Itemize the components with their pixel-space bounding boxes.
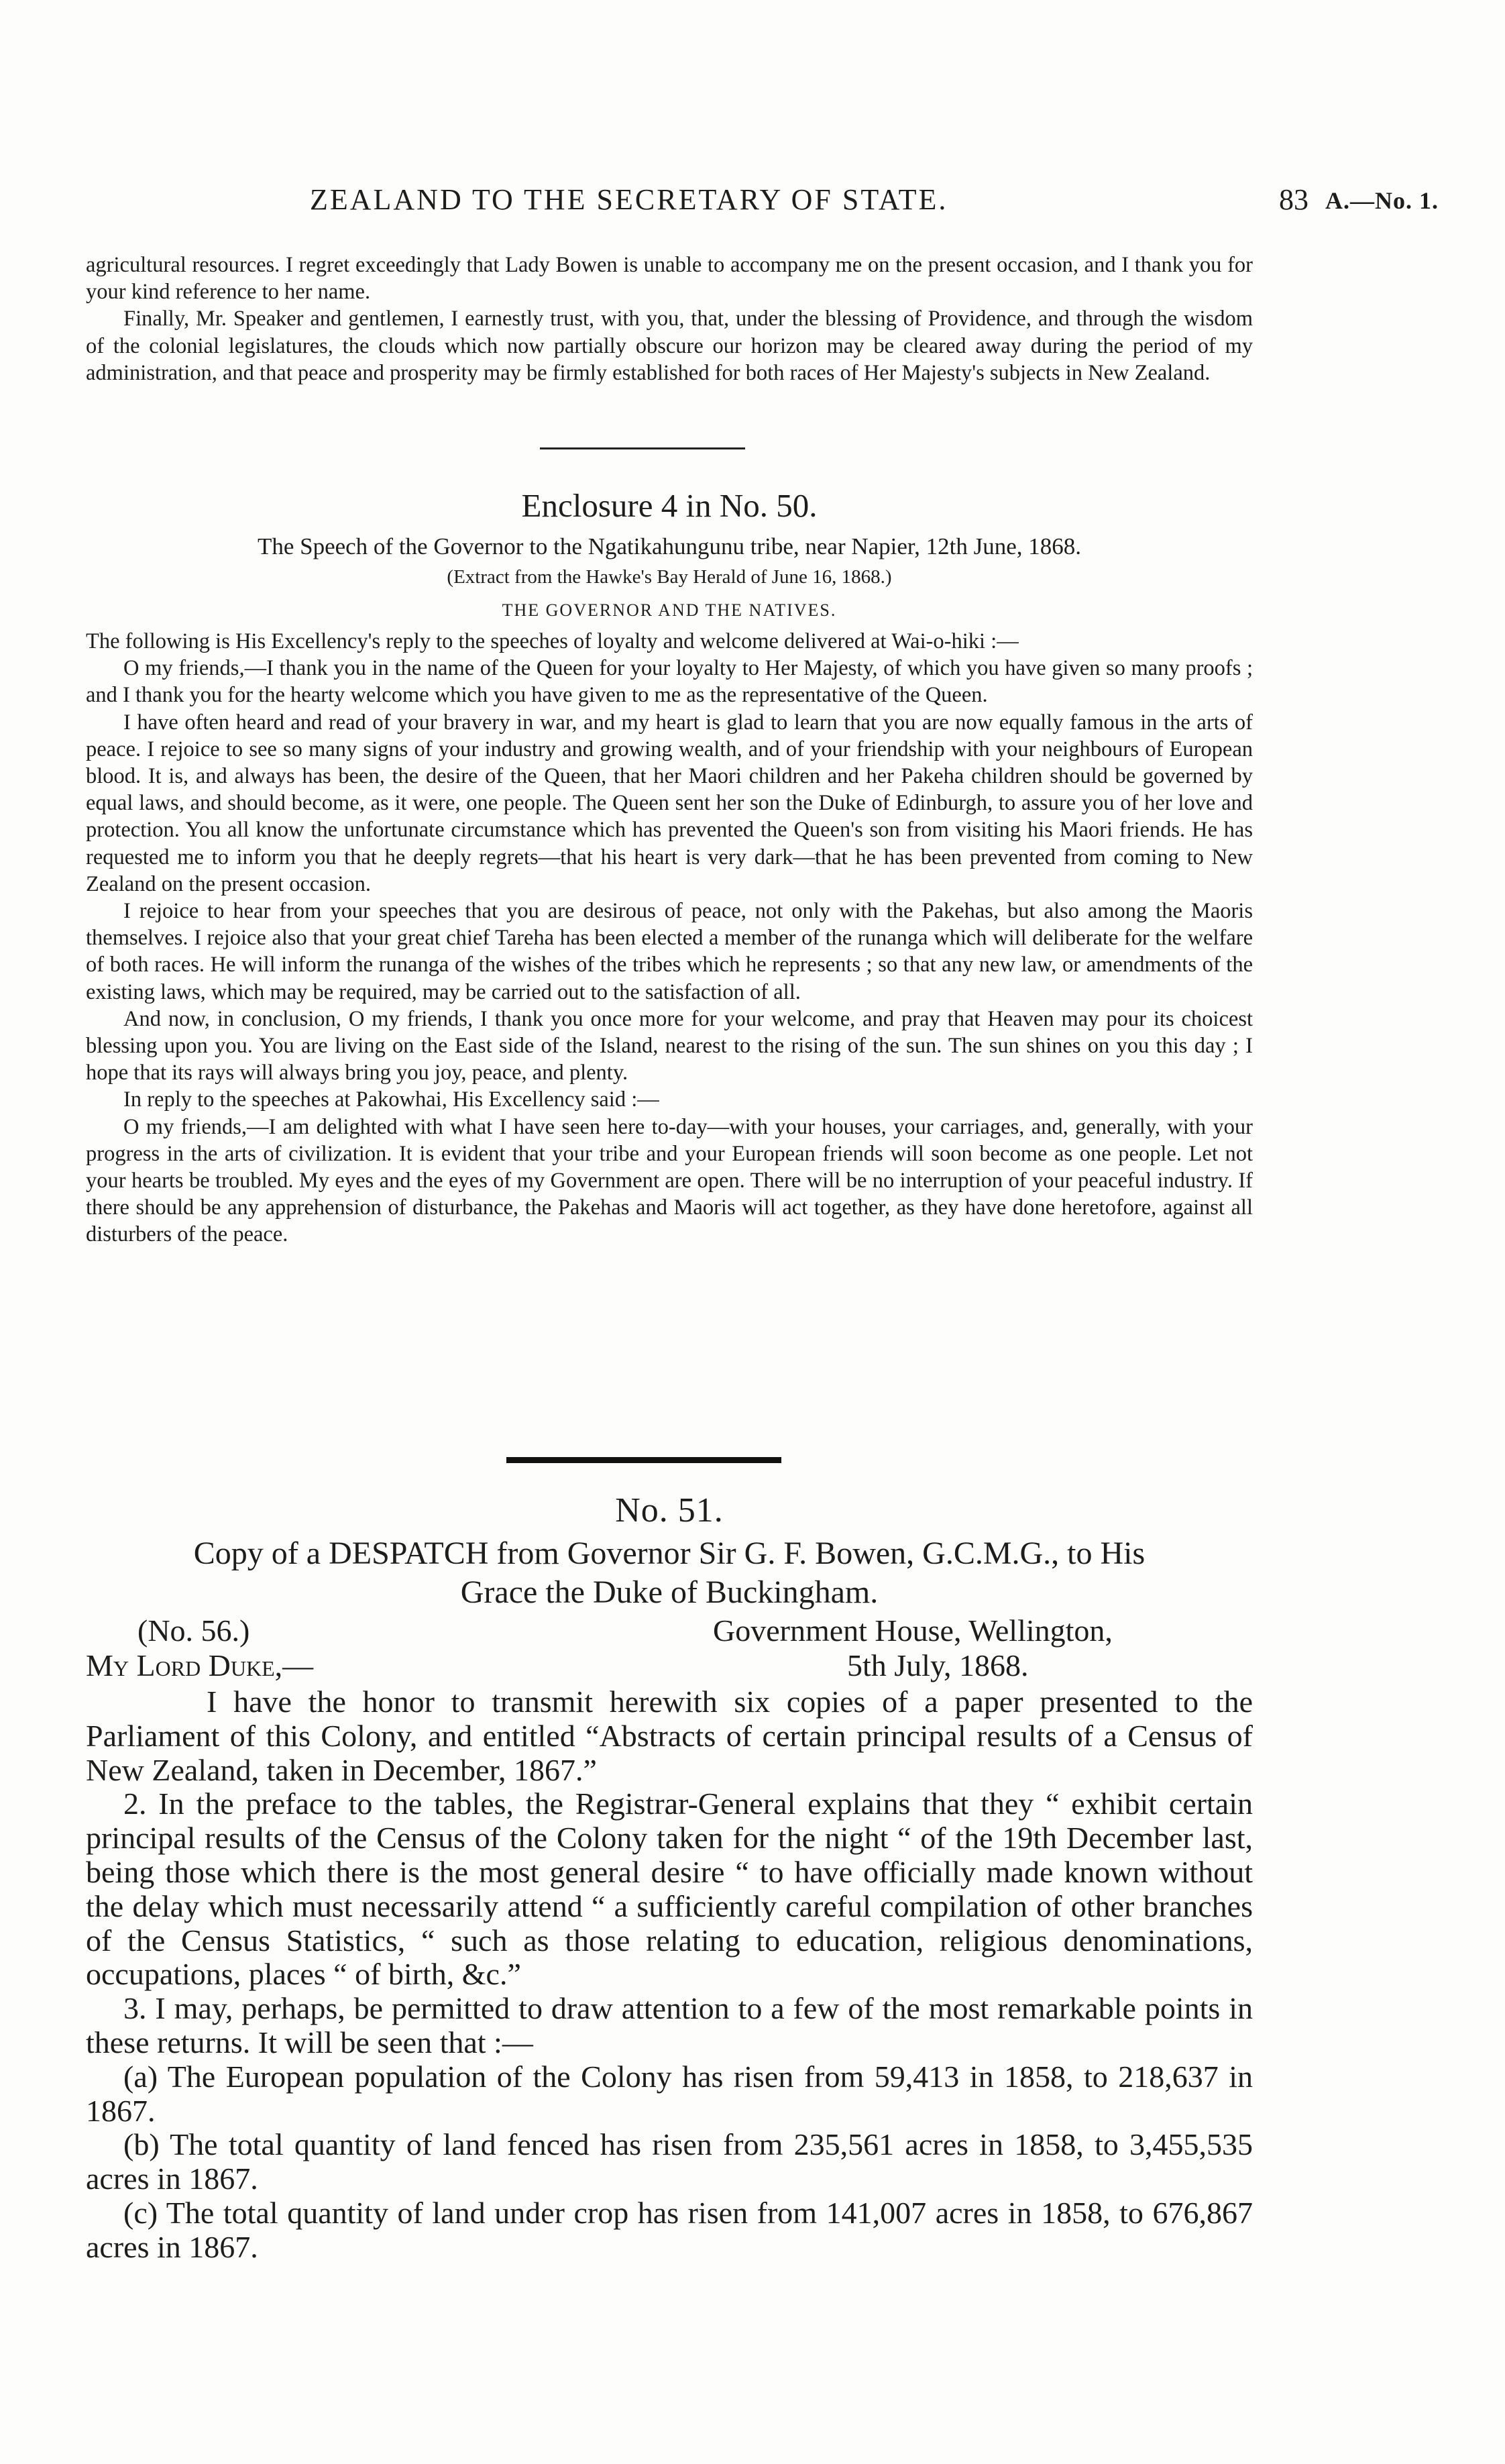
page-header [0,182,1505,223]
section-divider-heavy [506,1457,781,1463]
enclosure-heading: THE GOVERNOR AND THE NATIVES. [502,600,837,620]
enclosure-paragraph: O my friends,—I am delighted with what I have seen here to-day—with your houses, your carriages, and, generally, with your progress in the arts of civilization. It is evident that your tribe and your European friends will soon become as one people. Let not your hearts be troubled. My eyes and the eyes of my Government are open. There will be no interruption of your peaceful industry. If there should be any apprehension of disturbance, the Pakehas and Maoris will act together, as they have done heretofore, against all disturbers of the peace. [86,1114,1253,1247]
enclosure-extract-note: (Extract from the Hawke's Bay Herald of June 16, 1868.) [447,566,892,588]
despatch-number: No. 51. [615,1491,724,1530]
enclosure-body [86,628,1253,1248]
enclosure-paragraph: I have often heard and read of your bravery in war, and my heart is glad to learn that you are now equally famous in the arts of peace. I rejoice to see so many signs of your industry and growing wealth, and of your friendship with your neighbours of European blood. It is, and always has been, the desire of the Queen, that her Maori children and her Pakeha children should be governed by equal laws, and should become, as it were, one people. The Queen sent her son the Duke of Edinburgh, to assure you of her love and protection. You all know the unfortunate circumstance which has prevented the Queen's son from visiting his Maori friends. He has requested me to inform you that he deeply regrets—that his heart is very dark—that he has been prevented from coming to New Zealand on the present occasion. [86,710,1253,896]
despatch-paragraph: (b) The total quantity of land fenced has risen from 235,561 acres in 1858, to 3,455,535 acres in 1867. [86,2127,1253,2196]
despatch-paragraph: 2. In the preface to the tables, the Registrar-General explains that they “ exhibit certain principal results of the Census of the Colony taken for the night “ of the 19th December last, being those which there is the most general desire “ to have officially made known without the delay which must necessarily attend “ a sufficiently careful compilation of other branches of the Census Statistics, “ such as those relating to education, religious denominations, occupations, places “ of birth, &c.” [86,1786,1253,1992]
enclosure-subtitle: The Speech of the Governor to the Ngatikahungunu tribe, near Napier, 12th June, 1868. [257,533,1082,559]
despatch-title-line2: Grace the Duke of Buckingham. [460,1574,879,1610]
despatch-title-line1: Copy of a DESPATCH from Governor Sir G. F. Bowen, G.C.M.G., to His [193,1536,1146,1571]
enclosure-paragraph: I rejoice to hear from your speeches that you are desirous of peace, not only with the Pakehas, but also among the Maoris themselves. I rejoice also that your great chief Tareha has been elected a member of the runanga which will deliberate for the welfare of both races. He will inform the runanga of the wishes of the tribes which he represents ; so that any new law, or amendments of the existing laws, which may be required, may be carried out to the satisfaction of all. [86,899,1253,1004]
despatch-date: 5th July, 1868. [847,1648,1029,1682]
enclosure-paragraph: The following is His Excellency's reply to the speeches of loyalty and welcome delivered at Wai-o-hiki :— [86,629,1019,653]
despatch-reference-number: (No. 56.) [137,1613,250,1648]
enclosure-paragraph: And now, in conclusion, O my friends, I thank you once more for your welcome, and pray that Heaven may pour its choicest blessing upon you. You are living on the East side of the Island, nearest to the rising of the sun. The sun shines on you this day ; I hope that its rays will always bring you joy, peace, and plenty. [86,1006,1253,1085]
preamble-paragraph: Finally, Mr. Speaker and gentlemen, I earnestly trust, with you, that, under the blessing of Providence, and through the wisdom of the colonial legislatures, the clouds which now partially obscure our horizon may be cleared away during the period of my administration, and that peace and prosperity may be firmly established for both races of Her Majesty's subjects in New Zealand. [86,307,1253,385]
preamble-text [86,252,1253,386]
document-code: A.—No. 1. [1325,187,1439,214]
despatch-paragraph: (a) The European population of the Colony has risen from 59,413 in 1858, to 218,637 in 1867. [86,2059,1253,2128]
preamble-paragraph: agricultural resources. I regret exceedingly that Lady Bowen is unable to accompany me on the present occasion, and I thank you for your kind reference to her name. [86,253,1253,305]
page-number: 83 [1279,183,1308,216]
despatch-paragraph: (c) The total quantity of land under crop has risen from 141,007 acres in 1858, to 676,867 acres in 1867. [86,2195,1253,2264]
despatch-salutation: My Lord Duke,— [86,1648,314,1682]
despatch-address: Government House, Wellington, [713,1613,1113,1648]
despatch-paragraph: 3. I may, perhaps, be permitted to draw attention to a few of the most remarkable points in these returns. It will be seen that :— [86,1991,1253,2059]
despatch-body [86,1685,1253,2265]
despatch-paragraph: I have the honor to transmit herewith six copies of a paper presented to the Parliament of this Colony, and entitled “Abstracts of certain principal results of a Census of New Zealand, taken in December, 1867.” [86,1684,1253,1787]
enclosure-paragraph: O my friends,—I thank you in the name of the Queen for your loyalty to Her Majesty, of which you have given so many proofs ; and I thank you for the hearty welcome which you have given to me as the representative of the Queen. [86,656,1253,708]
enclosure-paragraph: In reply to the speeches at Pakowhai, His Excellency said :— [123,1087,659,1112]
enclosure-title: Enclosure 4 in No. 50. [521,487,818,524]
section-divider [540,447,745,449]
running-title: ZEALAND TO THE SECRETARY OF STATE. [310,183,948,216]
